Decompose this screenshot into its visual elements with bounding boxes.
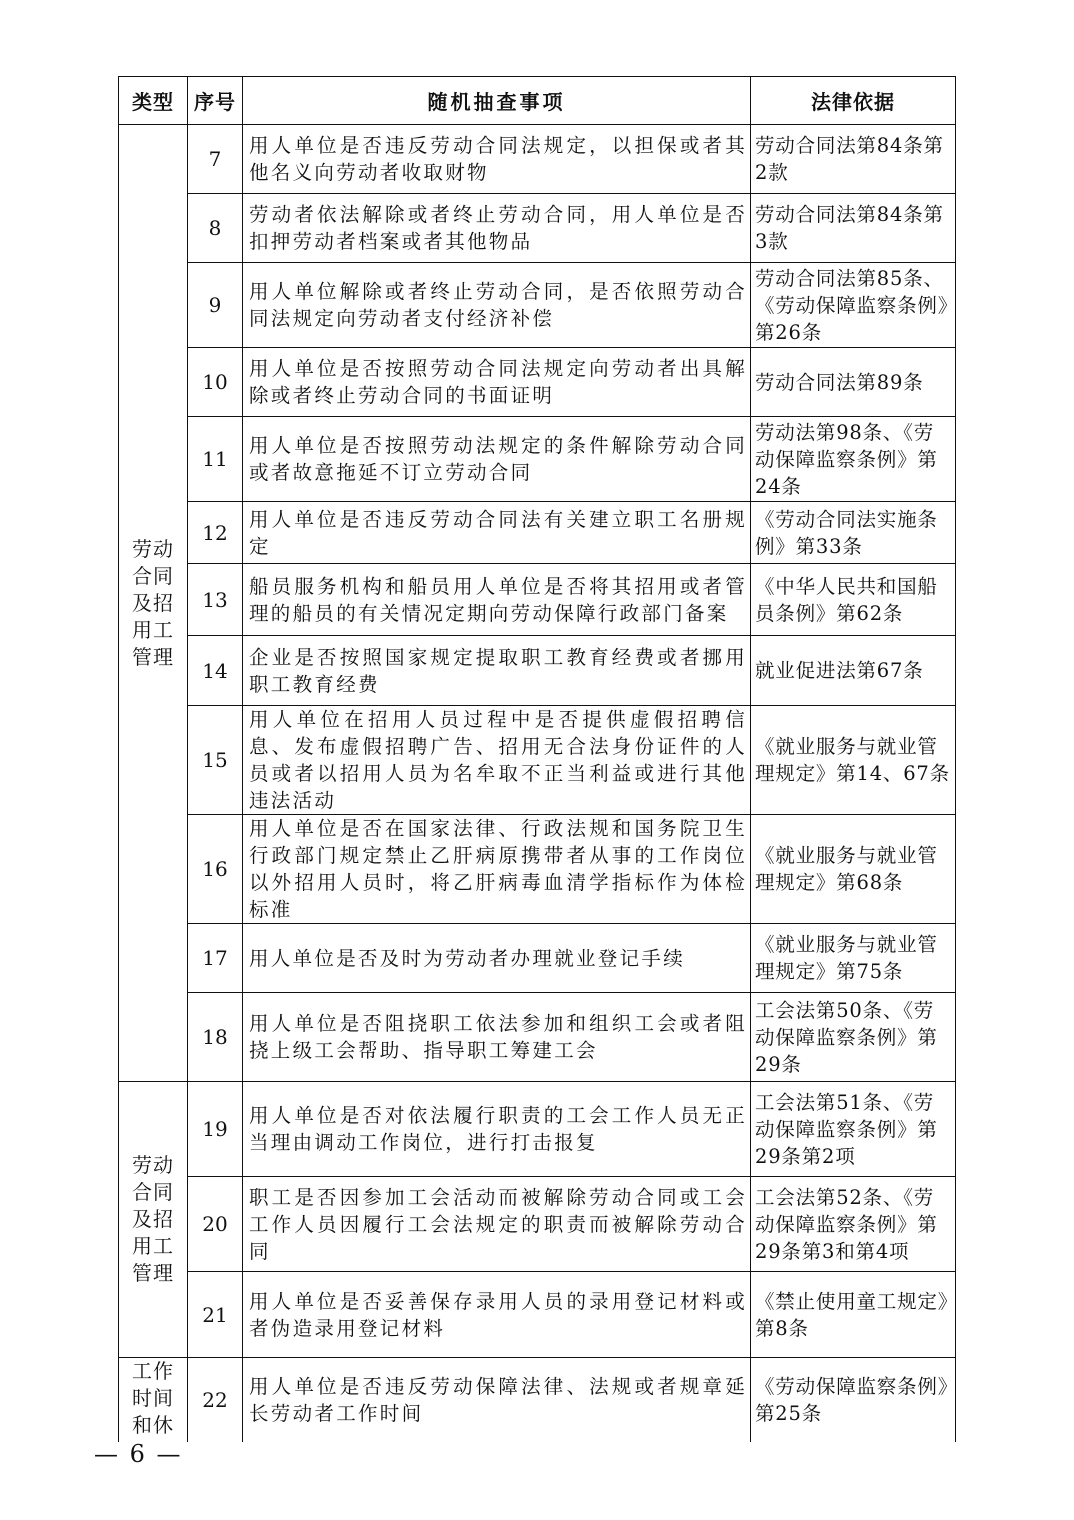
basis-cell: 劳动合同法第84条第3款 [751, 194, 956, 263]
basis-cell: 劳动法第98条、《劳动保障监察条例》第24条 [751, 417, 956, 502]
basis-cell: 《禁止使用童工规定》第8条 [751, 1272, 956, 1358]
basis-cell: 《劳动保障监察条例》第25条 [751, 1358, 956, 1442]
no-cell: 17 [188, 924, 243, 993]
basis-cell: 劳动合同法第89条 [751, 348, 956, 417]
matter-cell: 用人单位是否对依法履行职责的工会工作人员无正当理由调动工作岗位，进行打击报复 [243, 1082, 751, 1177]
no-cell: 18 [188, 993, 243, 1082]
no-cell: 15 [188, 706, 243, 815]
type-line: 时间 [132, 1386, 174, 1410]
matter-cell: 用人单位在招用人员过程中是否提供虚假招聘信息、发布虚假招聘广告、招用无合法身份证件的人员或者以招用人员为名牟取不正当利益或进行其他违法活动 [243, 706, 751, 815]
type-line: 用工 [132, 1234, 174, 1258]
no-cell: 21 [188, 1272, 243, 1358]
matter-cell: 职工是否因参加工会活动而被解除劳动合同或工会工作人员因履行工会法规定的职责而被解除劳动合同 [243, 1177, 751, 1272]
no-cell: 7 [188, 125, 243, 194]
matter-cell: 船员服务机构和船员用人单位是否将其招用或者管理的船员的有关情况定期向劳动保障行政部门备案 [243, 564, 751, 636]
table-row [119, 263, 956, 348]
no-cell: 20 [188, 1177, 243, 1272]
type-line: 劳动 [132, 536, 174, 561]
table-row [119, 706, 956, 815]
table-row [119, 636, 956, 706]
basis-cell: 《就业服务与就业管理规定》第68条 [751, 815, 956, 924]
table-row [119, 1272, 956, 1358]
table-row [119, 1358, 956, 1442]
no-cell: 10 [188, 348, 243, 417]
type-line: 管理 [132, 644, 174, 669]
type-cell [119, 125, 188, 1082]
matter-cell: 企业是否按照国家规定提取职工教育经费或者挪用职工教育经费 [243, 636, 751, 706]
no-cell: 8 [188, 194, 243, 263]
type-line: 和休 [132, 1413, 174, 1437]
no-cell: 12 [188, 502, 243, 564]
table-row [119, 564, 956, 636]
basis-cell: 《中华人民共和国船员条例》第62条 [751, 564, 956, 636]
type-line: 劳动 [132, 1153, 174, 1177]
no-cell: 19 [188, 1082, 243, 1177]
table-row [119, 348, 956, 417]
table-row [119, 502, 956, 564]
table-row [119, 1177, 956, 1272]
table-header-row [119, 77, 956, 125]
type-line: 及招 [132, 1207, 174, 1231]
matter-cell: 用人单位是否违反劳动保障法律、法规或者规章延长劳动者工作时间 [243, 1358, 751, 1442]
type-line: 工作 [132, 1359, 174, 1383]
type-line: 及招 [132, 590, 174, 615]
basis-cell: 工会法第52条、《劳动保障监察条例》第29条第3和第4项 [751, 1177, 956, 1272]
no-cell: 11 [188, 417, 243, 502]
matter-cell: 用人单位是否及时为劳动者办理就业登记手续 [243, 924, 751, 993]
matter-cell: 劳动者依法解除或者终止劳动合同，用人单位是否扣押劳动者档案或者其他物品 [243, 194, 751, 263]
no-cell: 16 [188, 815, 243, 924]
table-row [119, 417, 956, 502]
matter-cell: 用人单位解除或者终止劳动合同，是否依照劳动合同法规定向劳动者支付经济补偿 [243, 263, 751, 348]
basis-cell: 《就业服务与就业管理规定》第75条 [751, 924, 956, 993]
page-number: — 6 — [94, 1440, 183, 1468]
table-row [119, 125, 956, 194]
table-row [119, 924, 956, 993]
header-basis: 法律依据 [751, 77, 956, 125]
type-line: 用工 [132, 617, 174, 642]
matter-cell: 用人单位是否违反劳动合同法规定，以担保或者其他名义向劳动者收取财物 [243, 125, 751, 194]
basis-cell: 劳动合同法第84条第2款 [751, 125, 956, 194]
type-line: 管理 [132, 1261, 174, 1285]
type-line: 合同 [132, 563, 174, 588]
matter-cell: 用人单位是否在国家法律、行政法规和国务院卫生行政部门规定禁止乙肝病原携带者从事的工作岗位以外招用人员时，将乙肝病毒血清学指标作为体检标准 [243, 815, 751, 924]
no-cell: 14 [188, 636, 243, 706]
inspection-table [118, 76, 956, 1442]
type-line: 合同 [132, 1180, 174, 1204]
no-cell: 9 [188, 263, 243, 348]
table-row [119, 194, 956, 263]
type-cell [119, 1358, 188, 1442]
matter-cell: 用人单位是否阻挠职工依法参加和组织工会或者阻挠上级工会帮助、指导职工筹建工会 [243, 993, 751, 1082]
header-no: 序号 [188, 77, 243, 125]
matter-cell: 用人单位是否按照劳动合同法规定向劳动者出具解除或者终止劳动合同的书面证明 [243, 348, 751, 417]
no-cell: 13 [188, 564, 243, 636]
matter-cell: 用人单位是否妥善保存录用人员的录用登记材料或者伪造录用登记材料 [243, 1272, 751, 1358]
basis-cell: 《就业服务与就业管理规定》第14、67条 [751, 706, 956, 815]
basis-cell: 工会法第50条、《劳动保障监察条例》第29条 [751, 993, 956, 1082]
basis-cell: 《劳动合同法实施条例》第33条 [751, 502, 956, 564]
table-row [119, 993, 956, 1082]
no-cell: 22 [188, 1358, 243, 1442]
table-row [119, 815, 956, 924]
header-type: 类型 [119, 77, 188, 125]
table-row [119, 1082, 956, 1177]
basis-cell: 劳动合同法第85条、《劳动保障监察条例》第26条 [751, 263, 956, 348]
matter-cell: 用人单位是否按照劳动法规定的条件解除劳动合同或者故意拖延不订立劳动合同 [243, 417, 751, 502]
header-matter: 随机抽查事项 [243, 77, 751, 125]
matter-cell: 用人单位是否违反劳动合同法有关建立职工名册规定 [243, 502, 751, 564]
basis-cell: 就业促进法第67条 [751, 636, 956, 706]
basis-cell: 工会法第51条、《劳动保障监察条例》第29条第2项 [751, 1082, 956, 1177]
type-cell [119, 1082, 188, 1358]
